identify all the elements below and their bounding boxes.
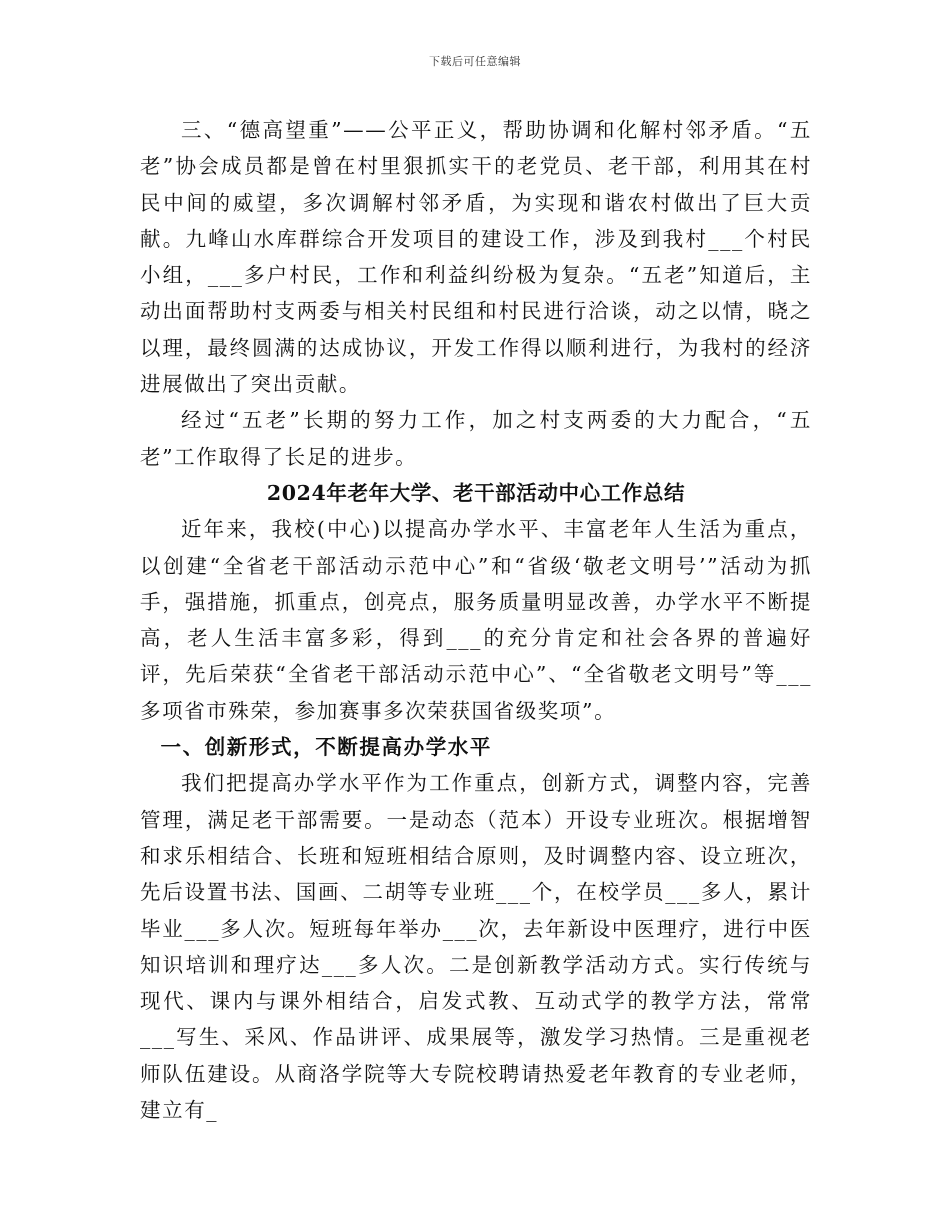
document-title: 2024年老年大学、老干部活动中心工作总结 (266, 480, 686, 505)
document-body (140, 112, 812, 1128)
paragraph-mediation: 三、“德高望重”——公平正义，帮助协调和化解村邻矛盾。“五老”协会成员都是曾在村里狠抓实干的老党员、老干部，利用其在村民中间的威望，多次调解村邻矛盾，为实现和谐农村做出了巨大贡献。九峰山水库群综合开发项目的建设工作，涉及到我村___个村民小组，___多户村民，工作和利益纠纷极为复杂。“五老”知道后，主动出面帮助村支两委与相关村民组和村民进行洽谈，动之以情，晓之以理，最终圆满的达成协议，开发工作得以顺利进行，为我村的经济进展做出了突出贡献。 (140, 118, 812, 397)
paragraph-teaching: 我们把提高办学水平作为工作重点，创新方式，调整内容，完善管理，满足老干部需要。一是动态（范本）开设专业班次。根据增智和求乐相结合、长班和短班相结合原则，及时调整内容、设立班次，先后设置书法、国画、二胡等专业班___个，在校学员___多人，累计毕业___多人次。短班每年举办___次，去年新设中医理疗，进行中医知识培训和理疗达___多人次。二是创新教学活动方式。实行传统与现代、课内与课外相结合，启发式教、互动式学的教学方法，常常___写生、采风、作品讲评、成果展等，激发学习热情。三是重视老师队伍建设。从商洛学院等大专院校聘请热爱老年教育的专业老师，建立有_ (140, 771, 812, 1123)
paragraph-conclusion: 经过“五老”长期的努力工作，加之村支两委的大力配合，“五老”工作取得了长足的进步。 (140, 408, 812, 469)
section-heading-1: 一、创新形式，不断提高办学水平 (160, 735, 492, 760)
paragraph-intro: 近年来，我校(中心)以提高办学水平、丰富老年人生活为重点，以创建“全省老干部活动示范中心”和“省级‘敬老文明号’”活动为抓手，强措施，抓重点，创亮点，服务质量明显改善，办学水平不断提高，老人生活丰富多彩，得到___的充分肯定和社会各界的普遍好评，先后荣获“全省老干部活动示范中心”、“全省敬老文明号”等___多项省市殊荣，参加赛事多次荣获国省级奖项”。 (140, 517, 812, 723)
header-note: 下载后可任意编辑 (429, 55, 521, 68)
